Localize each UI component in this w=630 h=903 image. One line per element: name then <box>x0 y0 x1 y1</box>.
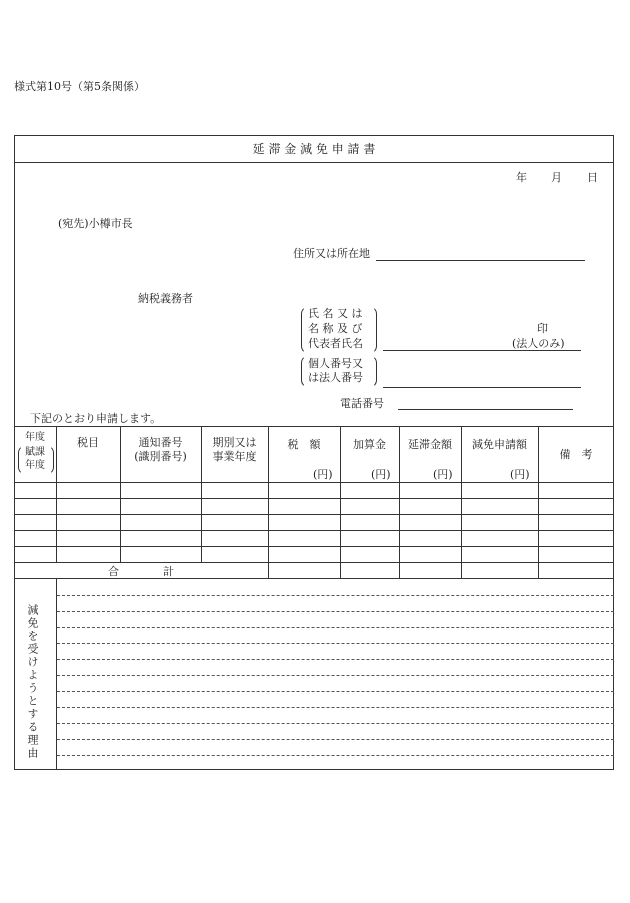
name-label-1: 氏 名 又 は <box>308 307 363 320</box>
unit-late-fee: (円) <box>433 468 453 481</box>
col-year-2: 賦課 <box>25 447 45 458</box>
form-title: 延 滞 金 減 免 申 請 書 <box>252 142 376 156</box>
col-period-1: 期別又は <box>212 436 257 449</box>
phone-label: 電話番号 <box>340 397 384 410</box>
id-label-2: は法人番号 <box>308 371 363 384</box>
col-surcharge: 加算金 <box>353 438 386 451</box>
date-year: 年 <box>516 171 527 184</box>
total-label: 合 計 <box>108 565 174 578</box>
col-notice-2: (識別番号) <box>134 450 187 463</box>
table-row[interactable] <box>14 482 614 498</box>
col-tax-amount: 税 額 <box>287 438 321 451</box>
table-row[interactable] <box>14 546 614 562</box>
unit-reduction: (円) <box>510 468 530 481</box>
name-label-3: 代表者氏名 <box>308 337 363 350</box>
col-reduction: 減免申請額 <box>472 438 527 451</box>
unit-tax: (円) <box>313 468 333 481</box>
reason-field[interactable] <box>57 578 614 770</box>
name-field[interactable] <box>383 350 581 351</box>
col-year-1: 年度 <box>25 432 45 443</box>
table-row[interactable] <box>14 530 614 546</box>
address-label: 住所又は所在地 <box>293 247 370 260</box>
col-year-3: 年度 <box>25 460 45 471</box>
date-month: 月 <box>551 171 562 184</box>
id-label-1: 個人番号又 <box>308 357 363 370</box>
addressee: (宛先)小樽市長 <box>58 217 133 230</box>
col-period-2: 事業年度 <box>212 450 257 463</box>
col-tax-item: 税目 <box>77 436 99 449</box>
seal-note: (法人のみ) <box>512 337 565 350</box>
address-field[interactable] <box>376 260 585 261</box>
taxpayer-label: 納税義務者 <box>138 292 193 305</box>
intro-text: 下記のとおり申請します。 <box>30 412 162 425</box>
table-row[interactable] <box>14 498 614 514</box>
table-rows <box>14 482 614 562</box>
unit-surcharge: (円) <box>371 468 391 481</box>
seal-mark: 印 <box>537 322 548 335</box>
col-remarks: 備 考 <box>559 448 593 461</box>
col-notice-1: 通知番号 <box>138 436 183 449</box>
col-late-fee: 延滞金額 <box>408 438 452 451</box>
table-row[interactable] <box>14 514 614 530</box>
form-code: 様式第10号（第5条関係） <box>14 80 145 93</box>
name-label-2: 名 称 及 び <box>308 322 363 335</box>
id-number-field[interactable] <box>383 387 581 388</box>
phone-field[interactable] <box>398 409 573 410</box>
reason-label: 減免を受けようとする理由 <box>26 604 39 760</box>
date-day: 日 <box>587 171 598 184</box>
